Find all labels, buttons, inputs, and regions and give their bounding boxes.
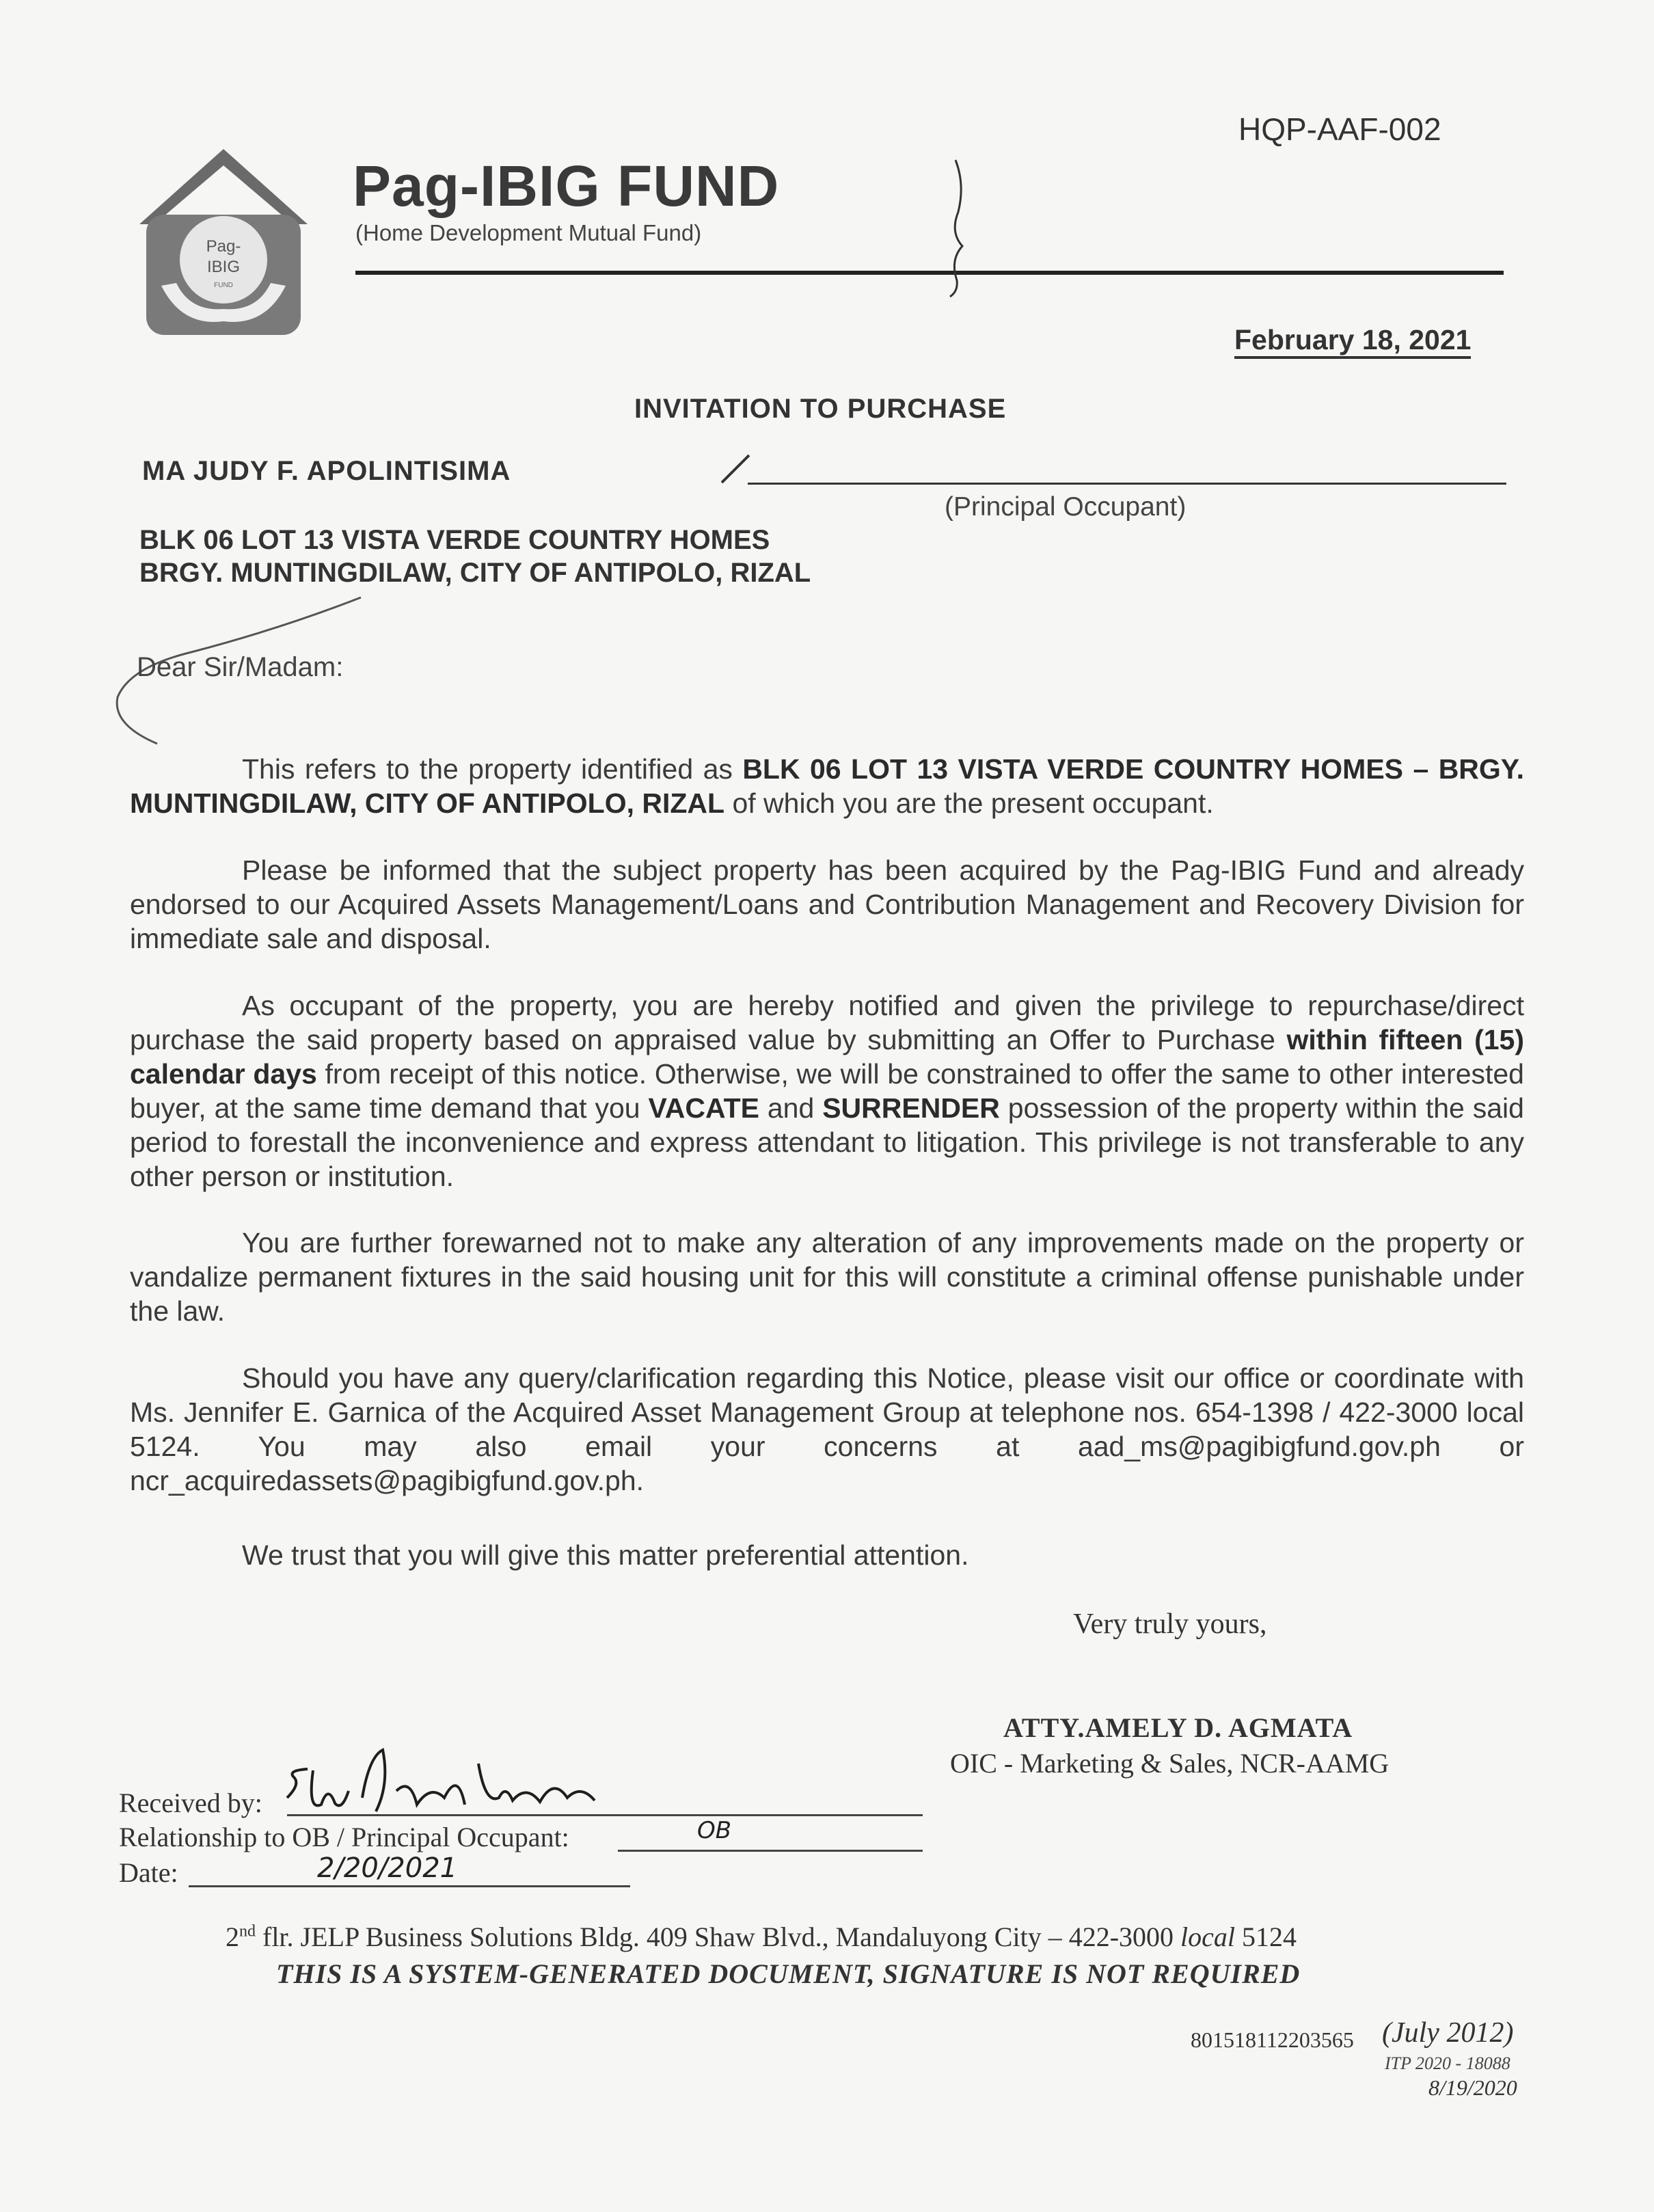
- system-generated-note: THIS IS A SYSTEM-GENERATED DOCUMENT, SIGNATURE IS NOT REQUIRED: [276, 1958, 1301, 1989]
- print-date: 8/19/2020: [1428, 2075, 1517, 2100]
- principal-occupant-label: (Principal Occupant): [945, 492, 1187, 522]
- pagibig-house-logo: [134, 142, 313, 340]
- letter-date: February 18, 2021: [1234, 324, 1471, 359]
- paragraph-closing: We trust that you will give this matter preferential attention.: [242, 1539, 969, 1571]
- address-line-2: BRGY. MUNTINGDILAW, CITY OF ANTIPOLO, RIZAL: [139, 558, 811, 588]
- received-by-label: Received by:: [119, 1788, 262, 1818]
- signatory-name: ATTY.AMELY D. AGMATA: [1003, 1712, 1353, 1743]
- org-subtitle: (Home Development Mutual Fund): [355, 220, 702, 245]
- svg-text:FUND: FUND: [214, 282, 233, 289]
- pen-slash: [719, 451, 753, 485]
- salutation: Dear Sir/Madam:: [137, 652, 344, 682]
- footer-address: 2nd flr. JELP Business Solutions Bldg. 409 Shaw Blvd., Mandaluyong City – 422-3000 local 5124: [226, 1921, 1297, 1952]
- address-line-1: BLK 06 LOT 13 VISTA VERDE COUNTRY HOMES: [139, 525, 770, 555]
- principal-occupant-line: [748, 483, 1506, 485]
- receipt-date-line: [189, 1885, 630, 1887]
- paragraph-offer: As occupant of the property, you are hereby notified and given the privilege to repurchase/direct purchase the said property based on appraised value by submitting an Offer to Purchase within fifteen (15) calendar days from receipt of this notice. Otherwise, we will be constrained to offer the same to other interested buyer, at the same time demand that you VACATE and SURRENDER possession of the property within the said period to forestall the inconvenience and express attendant to litigation. This privilege is not transferable to any other person or institution.: [130, 990, 1524, 1192]
- form-version: (July 2012): [1382, 2017, 1514, 2049]
- document-title: INVITATION TO PURCHASE: [634, 394, 1007, 424]
- receipt-date-label: Date:: [119, 1857, 178, 1888]
- paragraph-warning: You are further forewarned not to make any alteration of any improvements made on the property or vandalize permanent fixtures in the said housing unit for this will constitute a criminal offense punishable under the law.: [130, 1227, 1524, 1327]
- paragraph-acquired: Please be informed that the subject property has been acquired by the Pag-IBIG Fund and already endorsed to our Acquired Assets Management/Loans and Contribution Management and Recovery Division for immediate sale and disposal.: [130, 854, 1524, 954]
- paragraph-property: This refers to the property identified as BLK 06 LOT 13 VISTA VERDE COUNTRY HOMES – BRGY. MUNTINGDILAW, CITY OF ANTIPOLO, RIZAL of which you are the present occupant.: [130, 753, 1524, 819]
- recipient-name: MA JUDY F. APOLINTISIMA: [142, 456, 511, 486]
- signatory-title: OIC - Marketing & Sales, NCR-AAMG: [950, 1748, 1389, 1779]
- relationship-line: [618, 1850, 923, 1852]
- svg-text:IBIG: IBIG: [206, 258, 241, 276]
- svg-text:Pag-: Pag-: [206, 237, 241, 256]
- receipt-date-value: 2/20/2021: [317, 1852, 458, 1884]
- relationship-label: Relationship to OB / Principal Occupant:: [119, 1822, 569, 1852]
- complimentary-close: Very truly yours,: [1073, 1608, 1267, 1640]
- pen-mark: [923, 157, 977, 301]
- org-name: Pag-IBIG FUND: [353, 154, 780, 218]
- paragraph-contact: Should you have any query/clarification regarding this Notice, please visit our office or coordinate with Ms. Jennifer E. Garnica of the Acquired Asset Management Group at telephone nos. 654-1398 / 422-3000 local 5124. You may also email your concerns at aad_ms@pagibigfund.gov.ph or ncr_acquiredassets@pagibigfund.gov.ph.: [130, 1362, 1524, 1496]
- form-code: HQP-AAF-002: [1238, 111, 1441, 147]
- barcode-number: 801518112203565: [1191, 2027, 1354, 2052]
- itp-reference: ITP 2020 - 18088: [1385, 2053, 1510, 2073]
- handwritten-signature: [280, 1743, 636, 1825]
- relationship-value: OB: [697, 1817, 732, 1844]
